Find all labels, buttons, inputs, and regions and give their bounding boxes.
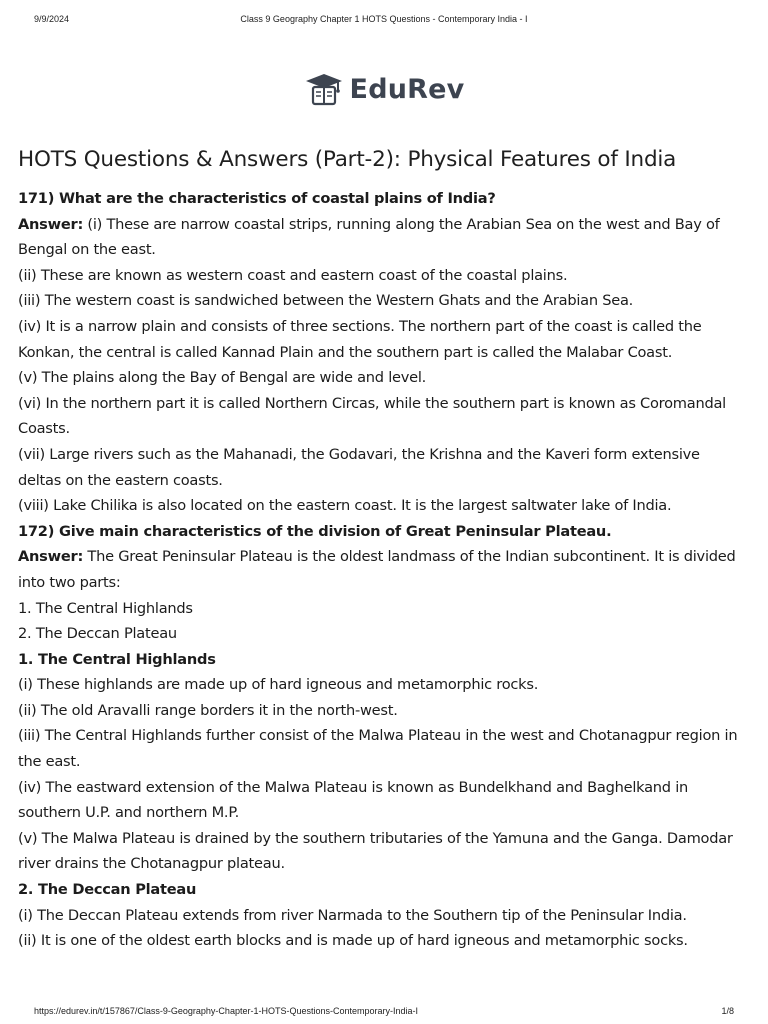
central-point: (i) These highlands are made up of hard igneous and metamorphic rocks. [18,676,539,694]
answer-171-intro [18,212,746,263]
graduate-book-icon [304,72,344,106]
answer-171-point: (ii) These are known as western coast and eastern coast of the coastal plains. [18,266,568,284]
central-point: (iv) The eastward extension of the Malwa Plateau is known as Bundelkhand and Baghelkand in southern U.P. and northern M.P. [18,778,689,822]
logo-text: EduRev [349,73,465,105]
answer-text: (i) These are narrow coastal strips, running along the Arabian Sea on the west and Bay of Bengal on the east. [18,215,720,259]
plateau-part: 2. The Deccan Plateau [18,625,177,643]
answer-171-point: (v) The plains along the Bay of Bengal are wide and level. [18,369,427,387]
answer-171-point: (vii) Large rivers such as the Mahanadi, the Godavari, the Krishna and the Kaveri form extensive deltas on the eastern coasts. [18,445,700,489]
print-title: Class 9 Geography Chapter 1 HOTS Questions - Contemporary India - I [240,14,528,24]
plateau-part: 1. The Central Highlands [18,599,193,617]
document-content [18,144,746,954]
answer-171-point: (vi) In the northern part it is called Northern Circas, while the southern part is known as Coromandal Coasts. [18,394,726,438]
edurev-logo [0,72,768,106]
answer-172-intro [18,544,746,595]
answer-label: Answer: [18,548,84,566]
print-date: 9/9/2024 [34,14,70,24]
deccan-plateau-heading: 2. The Deccan Plateau [18,881,197,899]
question-172: 172) Give main characteristics of the division of Great Peninsular Plateau. [18,522,612,540]
answer-text: The Great Peninsular Plateau is the oldest landmass of the Indian subcontinent. It is divided into two parts: [18,548,736,591]
deccan-point: (i) The Deccan Plateau extends from river Narmada to the Southern tip of the Peninsular India. [18,906,687,924]
central-highlands-heading: 1. The Central Highlands [18,650,216,668]
question-171: 171) What are the characteristics of coastal plains of India? [18,190,496,207]
page-url[interactable]: https://edurev.in/t/157867/Class-9-Geography-Chapter-1-HOTS-Questions-Contemporary-India-I [34,1006,419,1016]
answer-171-point: (iv) It is a narrow plain and consists of three sections. The northern part of the coast is called the Konkan, the central is called Kannad Plain and the southern part is called the Malabar Coast. [18,317,702,361]
answer-171-point: (viii) Lake Chilika is also located on the eastern coast. It is the largest saltwater lake of India. [18,497,672,515]
answer-label: Answer: [18,215,84,233]
answer-171-point: (iii) The western coast is sandwiched between the Western Ghats and the Arabian Sea. [18,292,634,310]
central-point: (v) The Malwa Plateau is drained by the southern tributaries of the Yamuna and the Ganga. Damodar river drains the Chotanagpur plateau. [18,829,733,873]
page-number: 1/8 [721,1006,734,1016]
deccan-point: (ii) It is one of the oldest earth blocks and is made up of hard igneous and metamorphic socks. [18,932,688,950]
page-title: HOTS Questions & Answers (Part-2): Physical Features of India [18,147,677,172]
central-point: (iii) The Central Highlands further consist of the Malwa Plateau in the west and Chotanagpur region in the east. [18,727,738,771]
central-point: (ii) The old Aravalli range borders it in the north-west. [18,701,398,719]
